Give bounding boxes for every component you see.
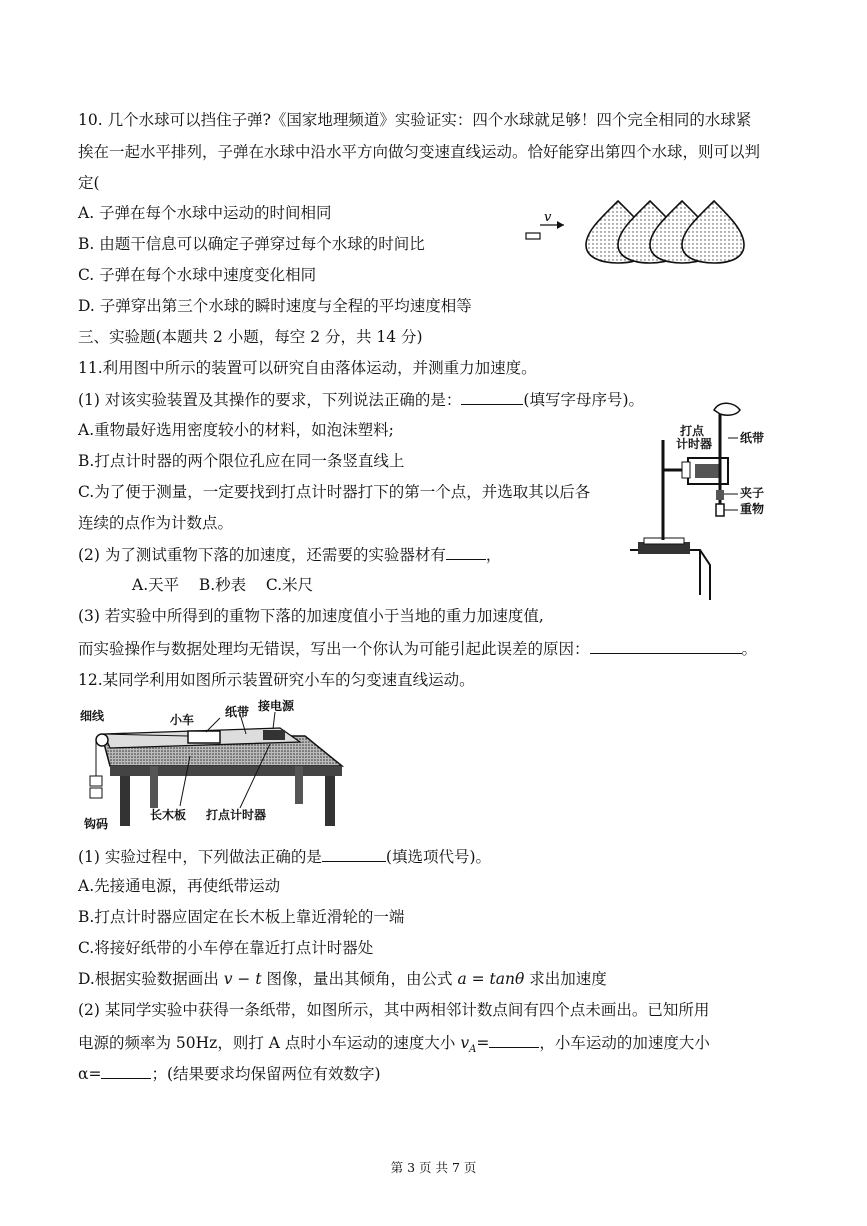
q12-part-1: [78, 846, 491, 867]
q10-option-c: C. 子弹在每个水球中速度变化相同: [78, 266, 317, 284]
q12-part-2-tail: ；(结果要求均保留两位有效数字): [151, 1065, 381, 1083]
q11-part-2-options: A.天平 B.秒表 C.米尺: [132, 576, 314, 594]
q11-option-c-line-2: 连续的点作为计数点。: [78, 514, 234, 532]
timer-label-2: 计时器: [676, 437, 713, 451]
cart-label: 小车: [170, 713, 195, 727]
hook-weight-2: [90, 788, 102, 798]
q10-line-1: 10. 几个水球可以挡住子弹?《国家地理频道》实验证实：四个水球就足够！四个完全相同的水球紧: [78, 111, 752, 129]
tape-label: 纸带: [225, 705, 250, 719]
table-leg-back-left: [150, 766, 158, 808]
board-label: 长木板: [150, 808, 187, 822]
q10-line-2: 挨在一起水平排列，子弹在水球中沿水平方向做匀变速直线运动。恰好能穿出第四个水球，则可以判: [78, 143, 761, 161]
q11-option-a: A.重物最好选用密度较小的材料，如泡沫塑料;: [78, 421, 394, 439]
q12-option-d: [78, 969, 607, 989]
water-balloon-figure: [520, 195, 745, 267]
q12-option-d-tail: 求出加速度: [529, 970, 607, 988]
table-edge: [630, 550, 710, 600]
table-leg-back-right: [295, 766, 303, 804]
q11-part-2-tail: ，: [485, 546, 502, 564]
q11-part-2: [78, 544, 501, 565]
table-leg-front-left: [120, 776, 130, 826]
timer-label: 打点计时器: [206, 808, 267, 822]
clip: [716, 490, 724, 500]
q11-part-1: [78, 389, 644, 410]
q12-part-1-text: (1) 实验过程中，下列做法正确的是: [78, 848, 322, 866]
q11-part-1-text: (1) 对该实验装置及其操作的要求，下列说法正确的是：: [78, 391, 462, 409]
q10-option-a: A. 子弹在每个水球中运动的时间相同: [78, 204, 332, 222]
formula: a = tanθ: [457, 970, 525, 988]
clip-label: 夹子: [740, 486, 765, 500]
timer: [263, 730, 285, 740]
section-3-heading: 三、实验题(本题共 2 小题，每空 2 分，共 14 分): [78, 328, 423, 346]
weight: [716, 504, 724, 516]
q10-option-b: B. 由题干信息可以确定子弹穿过每个水球的时间比: [78, 235, 425, 253]
q11-option-b: B.打点计时器的两个限位孔应在同一条竖直线上: [78, 452, 405, 470]
vt-symbol: v − t: [223, 970, 262, 988]
weight-label: 重物: [740, 502, 765, 516]
velocity-subscript: A: [469, 1044, 477, 1056]
q12-part-2-line-2: [78, 1032, 710, 1060]
q11-part-3-tail: 。: [741, 640, 758, 658]
cart-apparatus-figure: [80, 696, 350, 832]
power-label: 接电源: [258, 699, 295, 713]
timer-core: [695, 464, 719, 478]
acceleration-label: α=: [78, 1065, 102, 1083]
q12-option-c: C.将接好纸带的小车停在靠近打点计时器处: [78, 939, 374, 957]
q12-option-a: A.先接通电源，再使纸带运动: [78, 877, 281, 895]
table-leg-front-right: [325, 776, 335, 826]
pulley: [96, 734, 108, 746]
velocity-symbol: v: [460, 1034, 470, 1052]
q12-part-2-line-3: [78, 1063, 381, 1084]
q10-option-d: D. 子弹穿出第三个水球的瞬时速度与全程的平均速度相等: [78, 297, 472, 315]
q11-option-c-line-1: C.为了便于测量，一定要找到打点计时器打下的第一个点，并选取其以后各: [78, 483, 591, 501]
equals-sign: =: [476, 1034, 490, 1052]
free-fall-apparatus-figure: [630, 400, 780, 605]
q11-part-3-line-1: (3) 若实验中所得到的重物下落的加速度值小于当地的重力加速度值,: [78, 607, 544, 625]
tape-label: 纸带: [740, 431, 765, 445]
q11-part-3-blank[interactable]: [590, 638, 742, 654]
q12-part-1-blank[interactable]: [322, 846, 386, 862]
q12-part-2-line-1: (2) 某同学实验中获得一条纸带，如图所示，其中两相邻计数点间有四个点未画出。已知所用: [78, 1001, 710, 1019]
q11-part-3-text: 而实验操作与数据处理均无错误，写出一个你认为可能引起此误差的原因：: [78, 640, 590, 658]
q12-option-d-mid: 图像，量出其倾角，由公式: [266, 970, 453, 988]
cart: [188, 731, 220, 743]
velocity-label: v: [544, 210, 552, 225]
hand: [714, 403, 740, 415]
table-front: [110, 766, 342, 776]
q12-option-b: B.打点计时器应固定在长木板上靠近滑轮的一端: [78, 908, 405, 926]
q12-part-1-tail: (填选项代号)。: [385, 848, 491, 866]
q11-part-1-tail: (填写字母序号)。: [523, 391, 644, 409]
q10-line-3: 定(: [78, 174, 100, 192]
q11-stem: 11.利用图中所示的装置可以研究自由落体运动，并测重力加速度。: [78, 359, 537, 377]
q12-part-2-text: 电源的频率为 50Hz，则打 A 点时小车运动的速度大小: [78, 1034, 456, 1052]
velocity-blank[interactable]: [489, 1032, 539, 1048]
hook-weight-1: [90, 776, 102, 786]
acceleration-blank[interactable]: [101, 1063, 151, 1079]
q12-stem: 12.某同学利用如图所示装置研究小车的匀变速直线运动。: [78, 671, 475, 689]
q11-part-3-line-2: [78, 638, 757, 659]
q11-part-2-text: (2) 为了测试重物下落的加速度，还需要的实验器材有: [78, 546, 446, 564]
arrow-head: [557, 221, 564, 229]
q11-part-1-blank[interactable]: [461, 389, 523, 405]
q11-part-2-blank[interactable]: [446, 544, 486, 560]
leader-power: [273, 712, 275, 729]
bullet: [526, 233, 540, 239]
page-footer: 第 3 页 共 7 页: [390, 1160, 477, 1175]
string-label: 细线: [80, 709, 105, 723]
timer-clamp: [682, 462, 690, 478]
timer-label-1: 打点: [680, 424, 705, 438]
hook-weight-label: 钩码: [84, 817, 109, 831]
q12-option-d-text: D.根据实验数据画出: [78, 970, 219, 988]
q12-part-2-mid: ，小车运动的加速度大小: [539, 1034, 710, 1052]
